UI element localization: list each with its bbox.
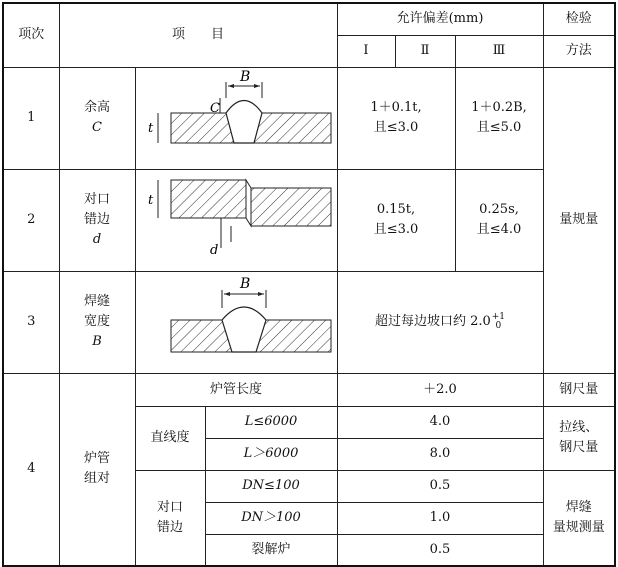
header-grade-2: Ⅱ (395, 35, 455, 67)
row2-tol-b-l2: 且≤4.0 (476, 222, 522, 237)
row1-tol-a-l1: 1＋0.1t, (370, 100, 422, 115)
row2-name-l2: 错边 (83, 212, 110, 227)
weld-tolerance-table (2, 2, 616, 567)
row4-offset-c-cond: 裂解炉 (205, 534, 337, 566)
misalignment-diagram (136, 170, 336, 264)
row4-straight-method-l2: 钢尺量 (559, 440, 599, 455)
row4-offset-b-cond: DN＞100 (205, 502, 337, 534)
row1-name-l2: C (92, 120, 102, 135)
row3-tol (337, 271, 543, 373)
header-grade-1: Ⅰ (337, 35, 395, 67)
row4-name-l2: 组对 (83, 471, 110, 487)
row1-fig-label-side1: t (148, 120, 154, 136)
row4-offset-label (135, 470, 205, 566)
row1-name-l1: 余高 (83, 100, 110, 115)
header-tolerance: 允许偏差(mm) (337, 3, 543, 35)
row2-no: 2 (3, 169, 59, 271)
row2-figure (135, 169, 337, 271)
row2-name (59, 169, 135, 271)
reinforcement-height-diagram (136, 68, 336, 162)
row4-straight-method (543, 406, 615, 470)
header-grade-3: Ⅲ (455, 35, 543, 67)
rows-method: 量规量 (543, 67, 615, 373)
row4-offset-a-cond: DN≤100 (205, 470, 337, 502)
row4-offset-label-l2: 错边 (156, 519, 183, 535)
row4-offset-c-value: 0.5 (337, 534, 543, 566)
row2-name-l1: 对口 (83, 192, 110, 207)
row4-no: 4 (3, 373, 59, 566)
row4-length-method: 钢尺量 (543, 373, 615, 406)
row1-name (59, 67, 135, 169)
row2-tol-b-l1: 0.25s, (479, 202, 519, 217)
row3-fig-label-top: B (240, 275, 251, 292)
row1-tol-a-l2: 且≤3.0 (373, 120, 419, 135)
row3-name-l3: B (92, 334, 102, 349)
row1-tol-b (455, 67, 543, 169)
weld-width-diagram (136, 272, 336, 366)
row2-tol-a-l1: 0.15t, (376, 202, 416, 217)
row1-tol-a (337, 67, 455, 169)
row4-offset-method (543, 470, 615, 566)
row2-fig-label-side1: t (148, 192, 154, 208)
row4-straight-a-value: 4.0 (337, 406, 543, 438)
row4-offset-a-value: 0.5 (337, 470, 543, 502)
row4-straight-label: 直线度 (135, 406, 205, 470)
row3-tol-text: 超过每边坡口约 2.0 (374, 314, 491, 329)
row1-tol-b-l2: 且≤5.0 (476, 120, 522, 135)
row4-straight-method-l1: 拉线、 (559, 420, 599, 435)
header-method-1: 检验 (543, 3, 615, 35)
row3-no: 3 (3, 271, 59, 373)
row2-tol-b (455, 169, 543, 271)
row1-no: 1 (3, 67, 59, 169)
row4-length-label: 炉管长度 (135, 373, 337, 406)
row3-name-l2: 宽度 (83, 314, 110, 329)
header-seq: 项次 (3, 3, 59, 67)
row4-length-value: ＋2.0 (337, 373, 543, 406)
row2-name-l3: d (92, 232, 102, 247)
row4-offset-method-l1: 焊缝 (565, 499, 592, 515)
row3-name (59, 271, 135, 373)
row2-fig-label-side2: d (210, 242, 219, 258)
row4-offset-method-l2: 量规测量 (552, 519, 605, 535)
row4-offset-b-value: 1.0 (337, 502, 543, 534)
row4-offset-label-l1: 对口 (156, 499, 183, 515)
row4-straight-a-cond: L≤6000 (205, 406, 337, 438)
row4-straight-b-cond: L＞6000 (205, 438, 337, 470)
row1-tol-b-l1: 1＋0.2B, (471, 100, 527, 115)
row1-fig-label-top: B (240, 68, 251, 85)
row3-name-l1: 焊缝 (83, 294, 110, 309)
row3-tol-sub: 0 (495, 320, 502, 331)
row4-name (59, 373, 135, 566)
header-method-2: 方法 (543, 35, 615, 67)
row4-name-l1: 炉管 (83, 451, 110, 467)
row1-figure (135, 67, 337, 169)
row3-tol-sup: +1 (491, 311, 506, 322)
row2-tol-a-l2: 且≤3.0 (373, 222, 419, 237)
row3-figure (135, 271, 337, 373)
header-item: 项 目 (59, 3, 337, 67)
row4-straight-b-value: 8.0 (337, 438, 543, 470)
row1-fig-label-side2: C (210, 100, 220, 116)
row2-tol-a (337, 169, 455, 271)
